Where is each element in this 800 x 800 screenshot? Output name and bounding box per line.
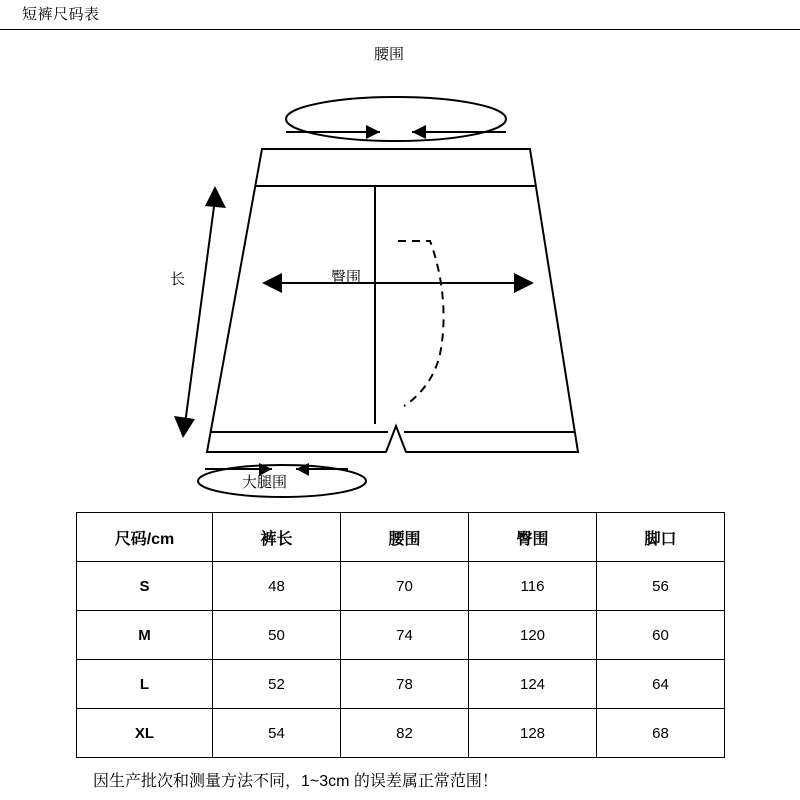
waist-double-arrow-icon bbox=[286, 125, 506, 139]
table-cell-size: L bbox=[77, 660, 213, 709]
table-cell: 50 bbox=[213, 611, 341, 660]
measurement-tolerance-note: 因生产批次和测量方法不同，1~3cm 的误差属正常范围！ bbox=[93, 773, 498, 790]
shorts-body-outline bbox=[207, 149, 578, 452]
table-cell: 128 bbox=[469, 709, 597, 758]
table-cell: 68 bbox=[597, 709, 725, 758]
table-header-cell: 脚口 bbox=[597, 513, 725, 562]
table-header-row bbox=[77, 513, 725, 562]
label-waist: 腰围 bbox=[374, 46, 405, 63]
fly-dashed-seam bbox=[398, 241, 444, 406]
table-cell: 74 bbox=[341, 611, 469, 660]
shorts-outline-illustration bbox=[0, 34, 800, 504]
table-cell-size: M bbox=[77, 611, 213, 660]
page-title: 短裤尺码表 bbox=[22, 6, 100, 23]
table-cell: 48 bbox=[213, 562, 341, 611]
table-row bbox=[77, 709, 725, 758]
table-row bbox=[77, 562, 725, 611]
label-hip: 臀围 bbox=[331, 269, 362, 286]
table-cell: 82 bbox=[341, 709, 469, 758]
table-cell: 70 bbox=[341, 562, 469, 611]
table-header-cell: 腰围 bbox=[341, 513, 469, 562]
label-thigh: 大腿围 bbox=[242, 474, 288, 491]
title-divider bbox=[0, 29, 800, 30]
shorts-measurement-diagram bbox=[0, 34, 800, 504]
table-row bbox=[77, 660, 725, 709]
table-cell: 64 bbox=[597, 660, 725, 709]
table-cell: 54 bbox=[213, 709, 341, 758]
table-cell: 120 bbox=[469, 611, 597, 660]
table-row bbox=[77, 611, 725, 660]
table-cell: 52 bbox=[213, 660, 341, 709]
table-header-cell: 尺码/cm bbox=[77, 513, 213, 562]
table-cell-size: XL bbox=[77, 709, 213, 758]
table-header-cell: 裤长 bbox=[213, 513, 341, 562]
hip-double-arrow-icon bbox=[262, 273, 534, 293]
table-cell: 78 bbox=[341, 660, 469, 709]
table-cell: 60 bbox=[597, 611, 725, 660]
table-cell: 56 bbox=[597, 562, 725, 611]
table-cell: 116 bbox=[469, 562, 597, 611]
table-cell-size: S bbox=[77, 562, 213, 611]
table-cell: 124 bbox=[469, 660, 597, 709]
length-double-arrow-icon bbox=[174, 186, 226, 438]
table-header-cell: 臀围 bbox=[469, 513, 597, 562]
label-length: 长 bbox=[170, 271, 186, 288]
size-table bbox=[76, 512, 725, 758]
waist-measure-ellipse-icon bbox=[286, 97, 506, 141]
